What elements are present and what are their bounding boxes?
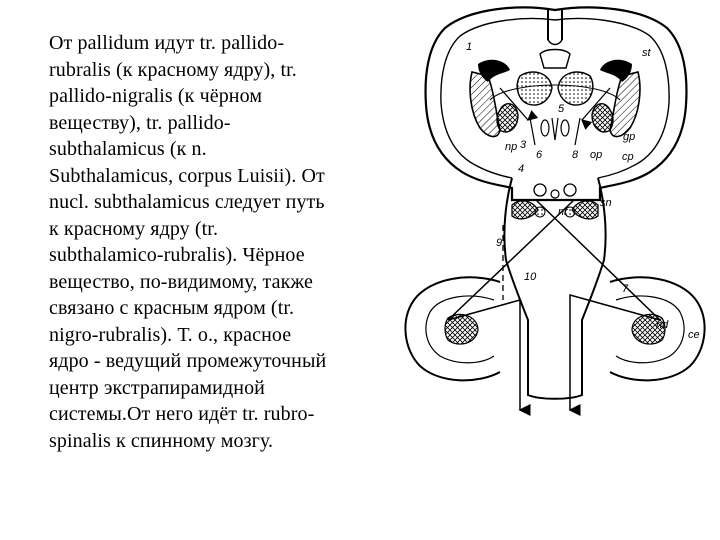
red-nucleus-right [564,184,576,196]
text-line: nigro-rubralis). Т. о., красное [49,323,292,346]
label-6: 6 [536,149,543,161]
globus-pallidus-left [497,104,518,132]
thalamus-right [558,72,593,105]
putamen-left [470,72,500,137]
label-cp: cp [622,151,634,163]
label-sn: sn [600,197,612,209]
text-line: вещество, по-видимому, также [49,270,314,293]
label-10: 10 [524,271,537,283]
label-op: op [590,149,603,161]
body-text [49,30,391,454]
label-gp: gp [623,131,636,143]
label-np: np [505,141,518,153]
label-8: 8 [572,149,579,161]
red-nucleus-left [534,184,546,196]
text-line: rubralis (к красному ядру), tr. [49,58,297,81]
text-line: nucl. subthalamicus следует путь [49,191,325,213]
dentate-left [445,314,478,344]
substantia-nigra-left [512,201,538,219]
text-line: системы.От него идёт tr. rubro- [49,403,315,425]
text-line: subthalamicus (к n. [49,138,207,160]
cerebrum-outline [426,7,687,200]
globus-pallidus-right [592,104,613,132]
label-nd: nd [656,319,669,331]
text-line: spinalis к спинному мозгу. [49,429,274,452]
text-line: От pallidum идут tr. pallido- [49,32,285,54]
label-4: 4 [518,163,525,175]
label-nr: nr [558,206,568,218]
thalamus-left [517,72,552,105]
text-line: ядро - ведущий промежуточный [49,350,327,372]
text-line: центр экстрапирамидной [49,376,265,399]
text-line: Subthalamicus, corpus Luisii). От [49,164,325,187]
putamen-right [610,72,640,137]
label-st: st [642,47,651,59]
label-ce: ce [688,329,700,341]
label-9: 9 [496,237,503,249]
label-5: 5 [558,103,565,115]
text-line: связано с красным ядром (tr. [49,297,295,319]
text-line: subthalamico-rubralis). Чёрное [49,244,305,266]
text-line: веществу), tr. pallido- [49,111,231,134]
substantia-nigra-right [572,201,598,219]
text-line: к красному ядру (tr. [49,217,219,240]
brain-pathways-diagram [392,0,720,430]
label-3: 3 [520,139,527,151]
label-7: 7 [622,283,629,295]
text-line: pallido-nigralis (к чёрном [49,85,263,107]
label-1: 1 [466,41,473,53]
label-2: 2 [486,63,493,75]
